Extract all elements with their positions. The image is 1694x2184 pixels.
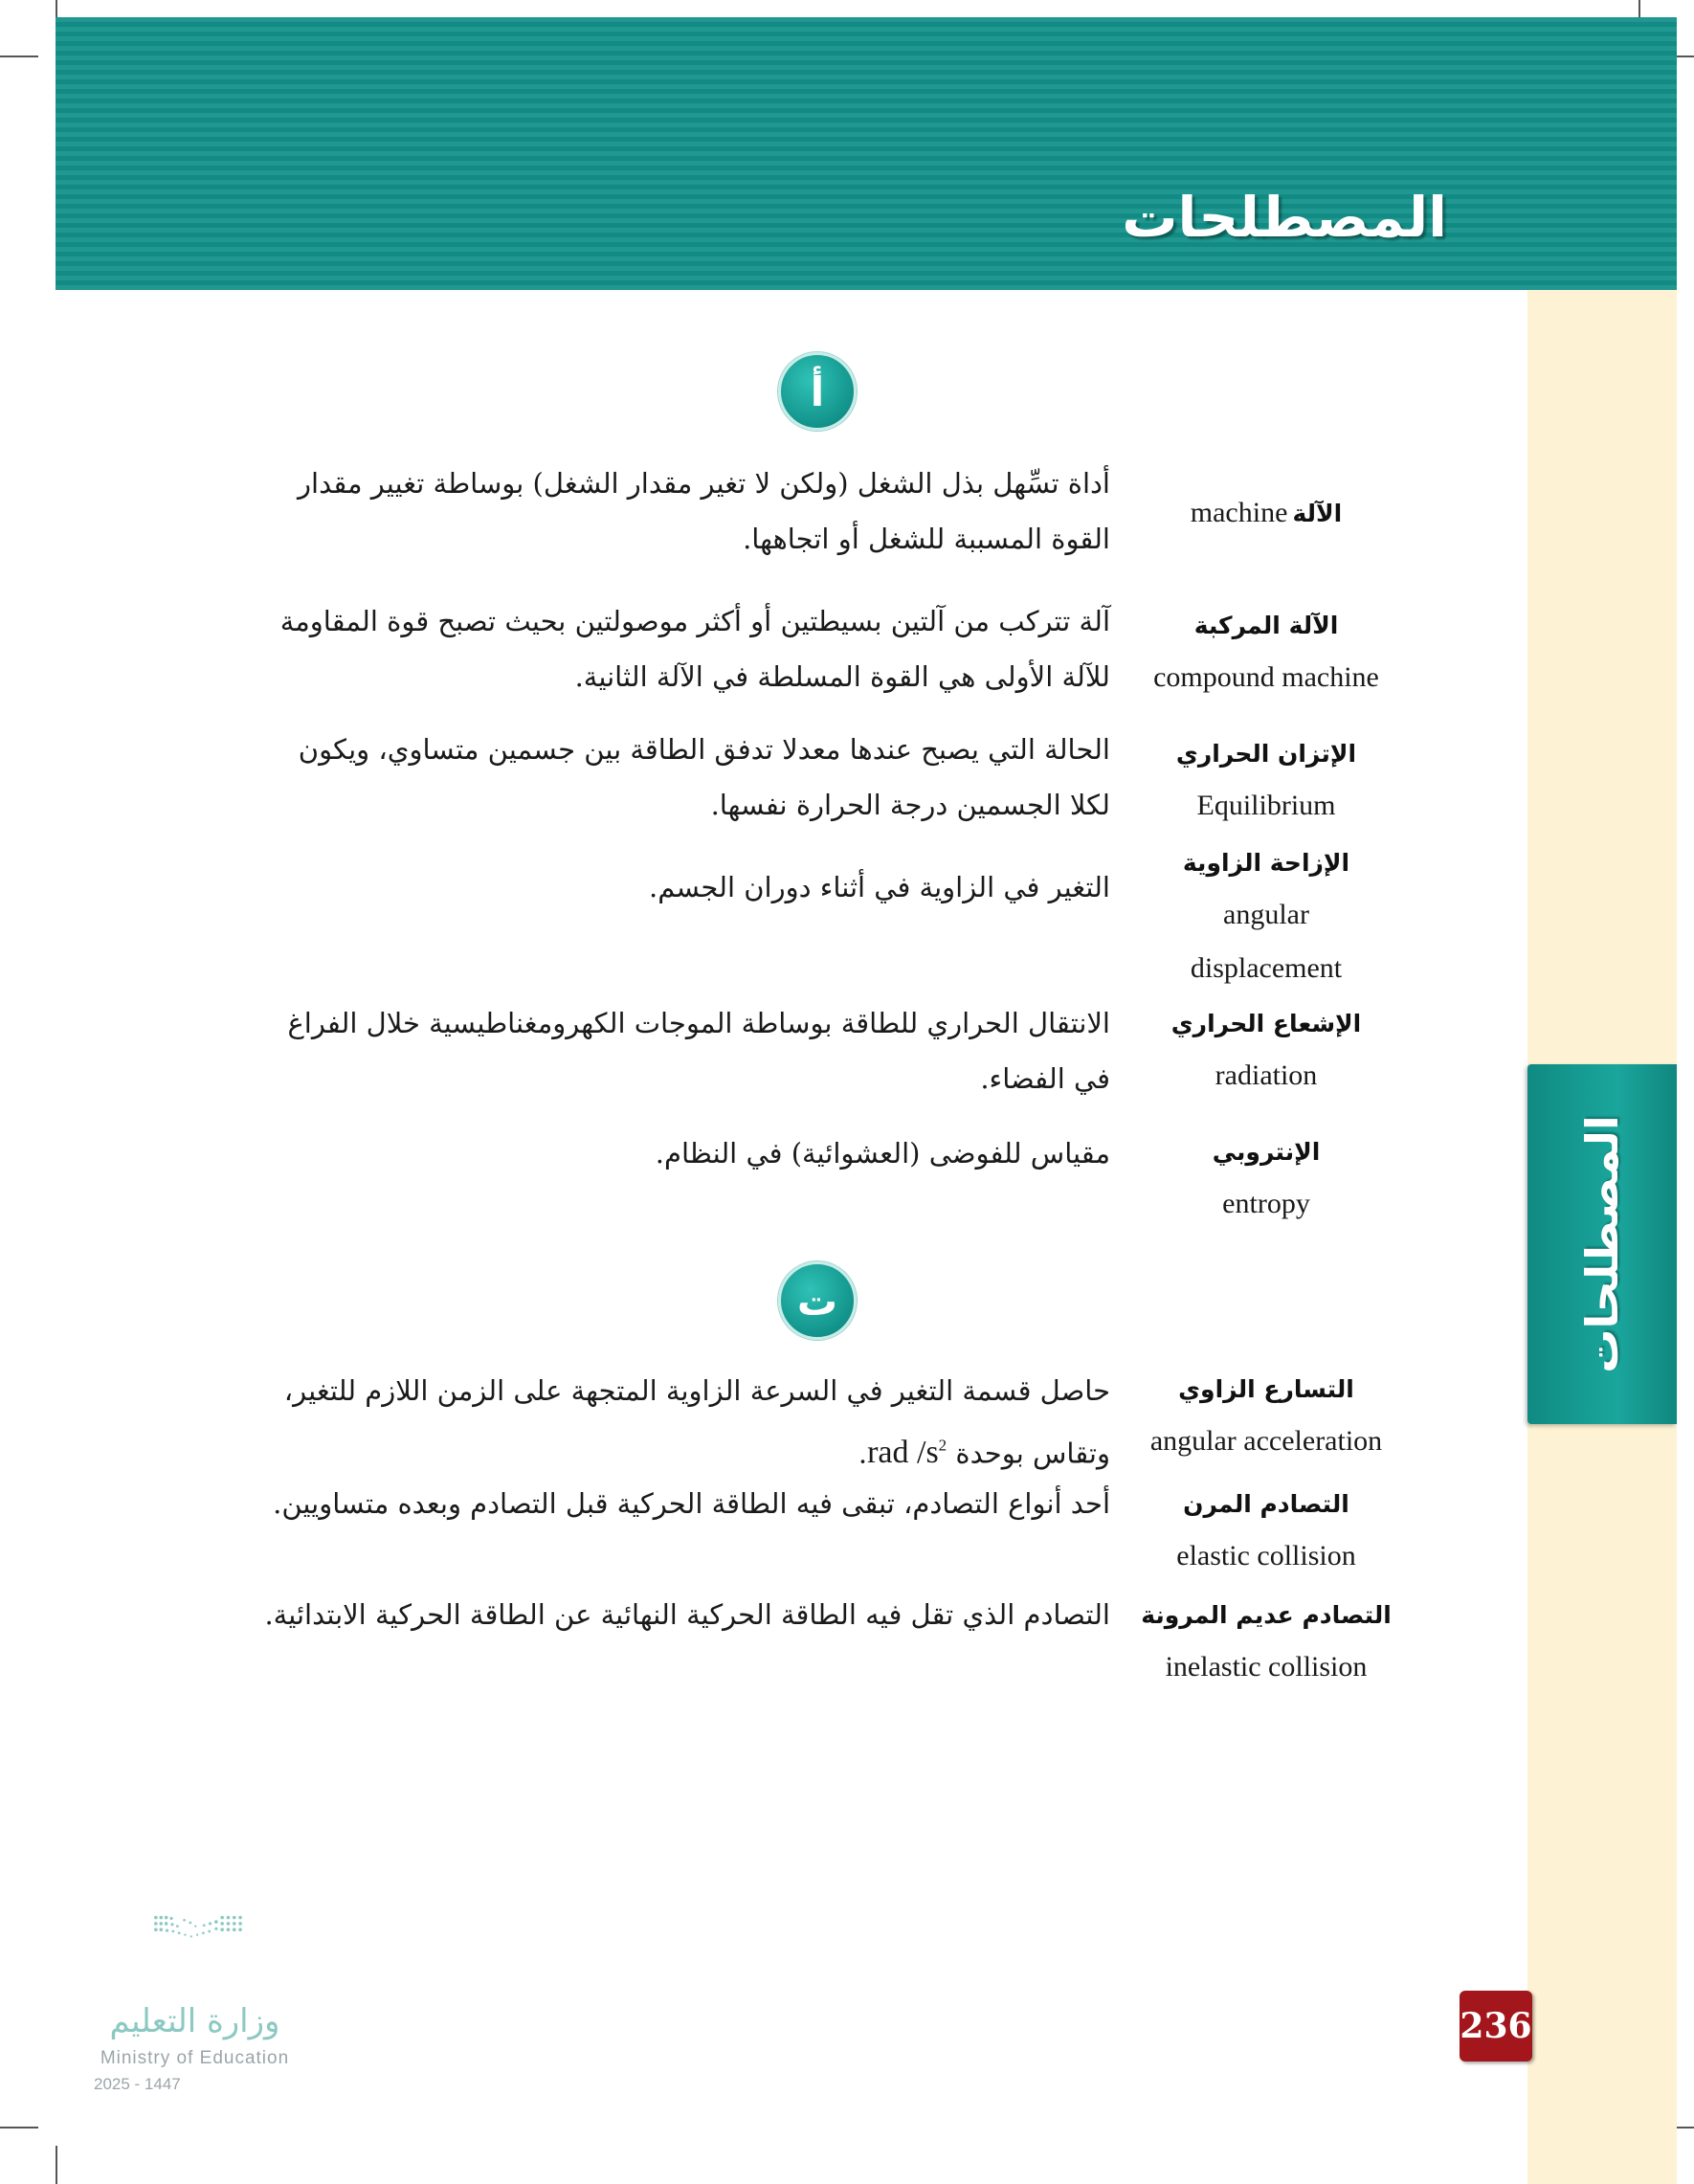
crop-mark	[0, 2127, 38, 2128]
term-arabic: الإشعاع الحراري	[1170, 1010, 1362, 1037]
glossary-term	[1118, 486, 1415, 544]
term-arabic: الآلة	[1292, 500, 1343, 527]
term-definition: أحد أنواع التصادم، تبقى فيه الطاقة الحركية قبل التصادم وبعده متساويين.	[273, 1487, 1110, 1520]
term-definition: الحالة التي يصبح عندها معدلا تدفق الطاقة بين جسمين متساوي، ويكون لكلا الجسمين درجة الحرارة نفسها.	[298, 733, 1110, 821]
unit-exponent: 2	[938, 1437, 947, 1455]
term-arabic: الآلة المركبة	[1193, 612, 1339, 639]
glossary-term	[1118, 999, 1415, 1103]
glossary-term	[1118, 1480, 1415, 1583]
unit	[867, 1435, 947, 1470]
term-arabic: الإتزان الحراري	[1175, 740, 1357, 768]
ministry-logo	[92, 1914, 312, 2000]
term-definition: مقياس للفوضى (العشوائية) في النظام.	[655, 1137, 1110, 1170]
term-english: Equilibrium	[1196, 790, 1336, 821]
glossary-term	[1118, 1591, 1415, 1694]
term-english: compound machine	[1153, 661, 1379, 693]
side-tab-label: المصطلحات	[1576, 1115, 1628, 1373]
term-english: inelastic collision	[1165, 1651, 1368, 1683]
term-english: angular displacement	[1190, 899, 1343, 984]
section-letter-badge: ت	[778, 1261, 857, 1340]
section-letter-badge: أ	[778, 352, 857, 431]
term-definition: آلة تتركب من آلتين بسيطتين أو أكثر موصولتين بحيث تصبح قوة المقاومة للآلة الأولى هي القوة المسلطة في الآلة الثانية.	[279, 605, 1110, 693]
crop-mark	[0, 56, 38, 57]
term-arabic: الإزاحة الزاوية	[1182, 849, 1350, 877]
glossary-term	[1118, 838, 1415, 995]
glossary-term	[1118, 1365, 1415, 1468]
term-arabic: التسارع الزاوي	[1178, 1375, 1354, 1403]
term-english: machine	[1190, 497, 1288, 528]
term-english: entropy	[1222, 1188, 1310, 1219]
term-definition: التصادم الذي تقل فيه الطاقة الحركية النهائية عن الطاقة الحركية الابتدائية.	[264, 1598, 1110, 1631]
term-english: radiation	[1215, 1059, 1318, 1091]
page-title: المصطلحات	[1122, 185, 1447, 250]
term-definition: التغير في الزاوية في أثناء دوران الجسم.	[649, 871, 1110, 903]
term-english: angular acceleration	[1149, 1425, 1383, 1457]
term-arabic: التصادم المرن	[1183, 1490, 1349, 1518]
unit-text: rad /s	[867, 1435, 939, 1471]
crop-mark	[56, 2146, 57, 2184]
term-definition: حاصل قسمة التغير في السرعة الزاوية المتجهة على الزمن اللازم للتغير، وتقاس بوحدة rad $/s^2$.	[283, 1374, 1110, 1471]
term-english: elastic collision	[1176, 1540, 1356, 1571]
term-definition: الانتقال الحراري للطاقة بوساطة الموجات الكهرومغناطيسية خلال الفراغ في الفضاء.	[287, 1007, 1110, 1095]
term-arabic: الإنتروبي	[1212, 1138, 1321, 1166]
side-tab	[1527, 1064, 1677, 1424]
glossary-term	[1118, 601, 1415, 704]
ministry-name-arabic: وزارة التعليم	[109, 2002, 280, 2040]
term-definition: أداة تسِّهل بذل الشغل (ولكن لا تغير مقدار الشغل) بوساطة تغيير مقدار القوة المسببة للشغل أو اتجاهها.	[298, 467, 1110, 555]
ministry-name-english: Ministry of Education	[100, 2048, 290, 2068]
header-banner	[56, 17, 1677, 290]
glossary-term	[1118, 729, 1415, 833]
glossary-term	[1118, 1127, 1415, 1231]
term-arabic: التصادم عديم المرونة	[1141, 1601, 1392, 1629]
ministry-year: 2025 - 1447	[94, 2075, 181, 2093]
page-number: 236	[1460, 1991, 1532, 2061]
definition-text: حاصل قسمة التغير في السرعة الزاوية المتجهة على الزمن اللازم للتغير، وتقاس بوحدة	[283, 1374, 1110, 1470]
